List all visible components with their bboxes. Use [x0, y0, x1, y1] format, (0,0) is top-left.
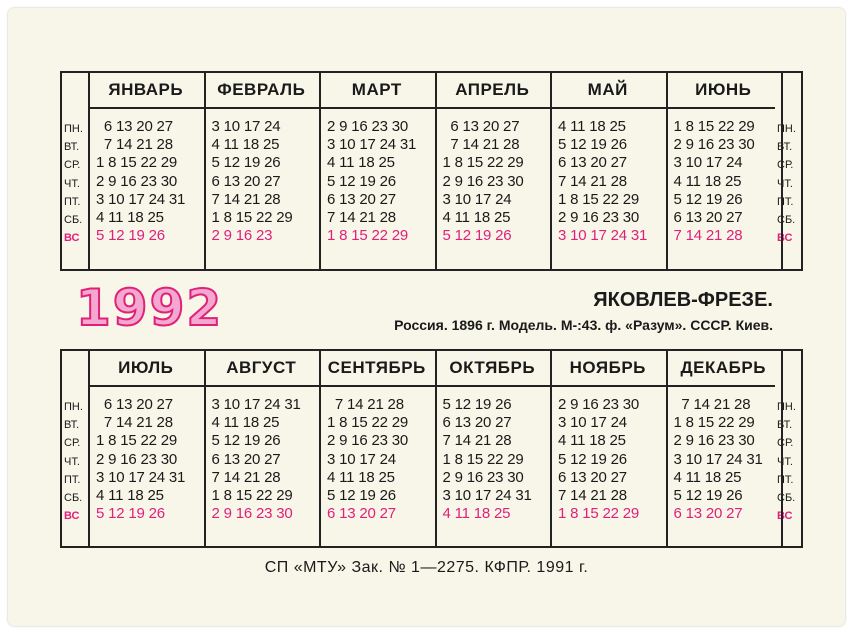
day-label: СБ.	[64, 213, 83, 226]
week-row: 5 12 19 26	[558, 450, 627, 468]
week-row: 1 8 15 22 29	[211, 208, 293, 226]
month-name: ИЮЛЬ	[118, 358, 174, 377]
week-row: 2 9 16 23 30	[96, 172, 178, 190]
month-name: ФЕВРАЛЬ	[217, 80, 306, 99]
day-label: ПН.	[777, 123, 796, 135]
week-row: 7 14 21 28	[327, 396, 404, 413]
day-label: ВС	[64, 510, 80, 523]
month-name: ИЮНЬ	[695, 80, 752, 99]
middle-band	[60, 271, 803, 349]
week-row: 3 10 17 24 31	[96, 190, 186, 208]
week-row: 4 11 18 25	[442, 208, 511, 226]
week-row: 7 14 21 28	[96, 136, 173, 154]
day-label: СБ.	[64, 491, 83, 504]
month-name: МАРТ	[351, 80, 402, 99]
week-row: 7 14 21 28	[211, 468, 281, 486]
month-days	[443, 118, 524, 245]
week-row: 1 8 15 22 29	[673, 414, 755, 432]
week-row: 4 11 18 25	[96, 208, 164, 226]
day-label: ВТ.	[64, 141, 80, 154]
week-row: 7 14 21 28	[558, 172, 627, 190]
week-row: 7 14 21 28	[96, 414, 173, 432]
week-row: 5 12 19 26	[673, 190, 743, 208]
week-row: 3 10 17 24 31	[442, 486, 532, 504]
week-row: 2 9 16 23 30	[673, 136, 755, 154]
week-row: 4 11 18 25	[327, 468, 395, 486]
month-name: ЯНВАРЬ	[108, 80, 184, 99]
week-row: 2 9 16 23 30	[327, 432, 409, 450]
sunday-row: 2 9 16 23 30	[211, 505, 293, 523]
week-row: 3 10 17 24 31	[96, 468, 186, 486]
week-row: 3 10 17 24	[673, 154, 743, 172]
sunday-row: 3 10 17 24 31	[558, 227, 648, 245]
week-row: 5 12 19 26	[558, 136, 627, 154]
day-label: ЧТ.	[64, 177, 80, 190]
day-label: СР.	[64, 159, 81, 172]
week-row: 2 9 16 23 30	[327, 118, 409, 135]
week-row: 5 12 19 26	[442, 396, 512, 413]
publisher-title: ЯКОВЛЕВ-ФРЕЗЕ.	[593, 289, 773, 311]
week-row: 4 11 18 25	[558, 432, 626, 450]
month-days	[674, 396, 763, 523]
month-name: ДЕКАБРЬ	[680, 358, 766, 377]
day-label: ВС	[64, 232, 80, 245]
day-label: СБ.	[777, 213, 796, 226]
week-row: 6 13 20 27	[558, 154, 627, 172]
day-label: ПН.	[64, 123, 83, 135]
day-label: ПН.	[64, 401, 83, 413]
day-label: СР.	[777, 437, 794, 450]
week-row: 4 11 18 25	[558, 118, 626, 135]
week-row: 6 13 20 27	[96, 396, 173, 413]
month-days	[327, 396, 408, 523]
month-days	[674, 118, 755, 245]
week-row: 1 8 15 22 29	[673, 118, 755, 135]
week-row: 6 13 20 27	[673, 208, 743, 226]
week-row: 1 8 15 22 29	[211, 486, 293, 504]
week-row: 6 13 20 27	[96, 118, 173, 135]
week-row: 3 10 17 24	[558, 414, 627, 432]
week-row: 6 13 20 27	[327, 190, 396, 208]
sunday-row: 7 14 21 28	[673, 227, 743, 245]
week-row: 2 9 16 23 30	[442, 172, 524, 190]
week-row: 6 13 20 27	[442, 414, 512, 432]
day-label: ЧТ.	[777, 455, 793, 468]
month-days	[327, 118, 416, 245]
day-label: ВС	[777, 232, 793, 245]
day-label: ЧТ.	[64, 455, 80, 468]
month-days	[558, 396, 639, 523]
month-name: МАЙ	[587, 80, 628, 99]
week-row: 7 14 21 28	[442, 432, 512, 450]
week-row: 4 11 18 25	[96, 486, 164, 504]
week-row: 2 9 16 23 30	[558, 208, 640, 226]
bottom-day-labels-left	[64, 398, 88, 525]
day-label: ПТ.	[777, 473, 794, 486]
month-name: ОКТЯБРЬ	[449, 358, 536, 377]
header-divider	[88, 385, 775, 387]
week-row: 6 13 20 27	[211, 450, 281, 468]
week-row: 3 10 17 24	[211, 118, 281, 135]
day-label: ПТ.	[777, 195, 794, 208]
week-row: 7 14 21 28	[673, 396, 751, 413]
week-row: 3 10 17 24	[442, 190, 512, 208]
day-label: ВТ.	[777, 141, 793, 154]
week-row: 5 12 19 26	[327, 172, 396, 190]
sunday-row: 5 12 19 26	[96, 505, 165, 523]
sunday-row: 1 8 15 22 29	[558, 505, 640, 523]
sunday-row: 5 12 19 26	[442, 227, 512, 245]
month-days	[96, 118, 185, 245]
month-days	[96, 396, 185, 523]
year-label: 1992	[76, 279, 224, 337]
top-day-labels-left	[64, 120, 88, 247]
month-column-divider	[781, 351, 783, 546]
week-row: 5 12 19 26	[211, 154, 281, 172]
week-row: 7 14 21 28	[558, 486, 627, 504]
month-name: СЕНТЯБРЬ	[327, 358, 426, 377]
publisher-subtitle: Россия. 1896 г. Модель. М-:43. ф. «Разум». СССР. Киев.	[394, 317, 773, 333]
day-label: ПН.	[777, 401, 796, 413]
day-label: СР.	[777, 159, 794, 172]
day-label: ЧТ.	[777, 177, 793, 190]
day-label: ПТ.	[64, 195, 81, 208]
day-label: ПТ.	[64, 473, 81, 486]
print-footer: СП «МТУ» Зак. № 1—2275. КФПР. 1991 г.	[264, 559, 589, 576]
week-row: 4 11 18 25	[211, 414, 280, 432]
day-label: ВТ.	[64, 419, 80, 432]
week-row: 3 10 17 24 31	[211, 396, 301, 413]
week-row: 2 9 16 23 30	[558, 396, 640, 413]
week-row: 4 11 18 25	[673, 172, 742, 190]
top-half-calendar-grid	[60, 71, 803, 271]
week-row: 3 10 17 24	[327, 450, 396, 468]
header-divider	[88, 107, 775, 109]
day-label: ВТ.	[777, 419, 793, 432]
sunday-row: 2 9 16 23	[211, 227, 273, 245]
day-label: СБ.	[777, 491, 796, 504]
bottom-half-calendar-grid	[60, 349, 803, 548]
month-column-divider	[781, 73, 783, 269]
month-name: АВГУСТ	[226, 358, 297, 377]
month-days	[212, 396, 301, 523]
week-row: 3 10 17 24 31	[673, 450, 763, 468]
month-days	[443, 396, 532, 523]
week-row: 5 12 19 26	[327, 486, 396, 504]
week-row: 2 9 16 23 30	[442, 468, 524, 486]
week-row: 6 13 20 27	[442, 118, 520, 135]
month-name: НОЯБРЬ	[569, 358, 646, 377]
week-row: 4 11 18 25	[673, 468, 742, 486]
week-row: 7 14 21 28	[327, 208, 396, 226]
sunday-row: 6 13 20 27	[673, 505, 743, 523]
week-row: 4 11 18 25	[211, 136, 280, 154]
week-row: 1 8 15 22 29	[96, 154, 178, 172]
month-name: АПРЕЛЬ	[455, 80, 530, 99]
week-row: 4 11 18 25	[327, 154, 395, 172]
week-row: 2 9 16 23 30	[96, 450, 178, 468]
week-row: 5 12 19 26	[211, 432, 281, 450]
week-row: 7 14 21 28	[442, 136, 520, 154]
sunday-row: 4 11 18 25	[442, 505, 511, 523]
week-row: 1 8 15 22 29	[442, 154, 524, 172]
sunday-row: 6 13 20 27	[327, 505, 396, 523]
sunday-row: 1 8 15 22 29	[327, 227, 409, 245]
month-days	[558, 118, 647, 245]
week-row: 6 13 20 27	[211, 172, 281, 190]
week-row: 5 12 19 26	[673, 486, 743, 504]
week-row: 1 8 15 22 29	[558, 190, 640, 208]
month-days	[212, 118, 293, 245]
week-row: 6 13 20 27	[558, 468, 627, 486]
week-row: 2 9 16 23 30	[673, 432, 755, 450]
week-row: 7 14 21 28	[211, 190, 281, 208]
week-row: 1 8 15 22 29	[96, 432, 178, 450]
week-row: 1 8 15 22 29	[327, 414, 409, 432]
sunday-row: 5 12 19 26	[96, 227, 165, 245]
day-label: СР.	[64, 437, 81, 450]
week-row: 3 10 17 24 31	[327, 136, 417, 154]
week-row: 1 8 15 22 29	[442, 450, 524, 468]
day-label: ВС	[777, 510, 793, 523]
